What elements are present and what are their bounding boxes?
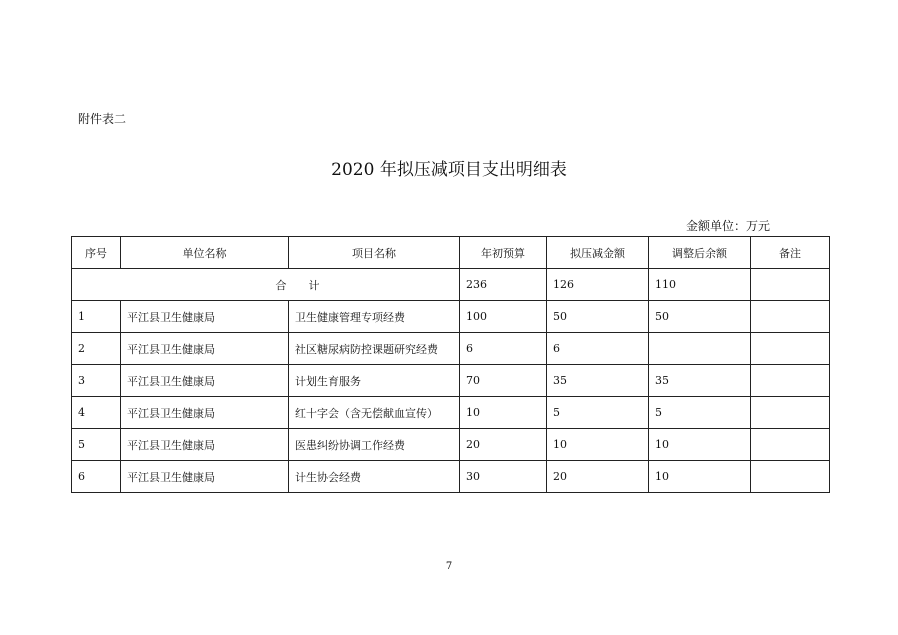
row-remark (751, 429, 830, 461)
row-project-name: 计划生育服务 (289, 365, 460, 397)
row-balance: 10 (649, 461, 751, 493)
row-initial-budget: 10 (460, 397, 547, 429)
row-project-name: 医患纠纷协调工作经费 (289, 429, 460, 461)
attachment-label: 附件表二 (78, 112, 127, 126)
row-reduction: 6 (547, 333, 649, 365)
row-seq: 3 (72, 365, 121, 397)
row-reduction: 5 (547, 397, 649, 429)
total-remark (751, 269, 830, 301)
header-reduction-amount: 拟压减金额 (547, 237, 649, 269)
header-adjusted-balance: 调整后余额 (649, 237, 751, 269)
row-reduction: 10 (547, 429, 649, 461)
row-project-name: 红十字会（含无偿献血宣传） (289, 397, 460, 429)
total-reduction: 126 (547, 269, 649, 301)
row-initial-budget: 70 (460, 365, 547, 397)
row-unit-name: 平江县卫生健康局 (121, 429, 289, 461)
header-remark: 备注 (751, 237, 830, 269)
row-balance: 5 (649, 397, 751, 429)
row-balance (649, 333, 751, 365)
row-seq: 5 (72, 429, 121, 461)
header-project-name: 项目名称 (289, 237, 460, 269)
table-row (72, 365, 830, 397)
table-row (72, 333, 830, 365)
table-row (72, 397, 830, 429)
row-balance: 50 (649, 301, 751, 333)
row-unit-name: 平江县卫生健康局 (121, 301, 289, 333)
row-project-name: 社区糖尿病防控课题研究经费 (289, 333, 460, 365)
expenditure-detail-table (71, 236, 830, 493)
row-project-name: 卫生健康管理专项经费 (289, 301, 460, 333)
row-remark (751, 397, 830, 429)
table-row (72, 429, 830, 461)
row-remark (751, 461, 830, 493)
row-initial-budget: 30 (460, 461, 547, 493)
row-unit-name: 平江县卫生健康局 (121, 461, 289, 493)
page-number: 7 (445, 561, 453, 572)
total-label: 合 计 (72, 269, 460, 301)
total-row (72, 269, 830, 301)
table-header-row (72, 237, 830, 269)
row-reduction: 50 (547, 301, 649, 333)
row-unit-name: 平江县卫生健康局 (121, 333, 289, 365)
row-balance: 35 (649, 365, 751, 397)
row-balance: 10 (649, 429, 751, 461)
header-initial-budget: 年初预算 (460, 237, 547, 269)
row-seq: 1 (72, 301, 121, 333)
row-initial-budget: 6 (460, 333, 547, 365)
row-reduction: 20 (547, 461, 649, 493)
amount-unit-label: 金额单位：万元 (686, 219, 771, 233)
total-initial-budget: 236 (460, 269, 547, 301)
row-remark (751, 333, 830, 365)
row-unit-name: 平江县卫生健康局 (121, 365, 289, 397)
row-remark (751, 301, 830, 333)
row-initial-budget: 100 (460, 301, 547, 333)
table-row (72, 461, 830, 493)
row-seq: 2 (72, 333, 121, 365)
header-unit-name: 单位名称 (121, 237, 289, 269)
row-project-name: 计生协会经费 (289, 461, 460, 493)
row-seq: 4 (72, 397, 121, 429)
row-reduction: 35 (547, 365, 649, 397)
row-remark (751, 365, 830, 397)
page-title: 2020 年拟压减项目支出明细表 (331, 160, 567, 180)
row-seq: 6 (72, 461, 121, 493)
total-balance: 110 (649, 269, 751, 301)
table-row (72, 301, 830, 333)
row-unit-name: 平江县卫生健康局 (121, 397, 289, 429)
header-seq: 序号 (72, 237, 121, 269)
row-initial-budget: 20 (460, 429, 547, 461)
